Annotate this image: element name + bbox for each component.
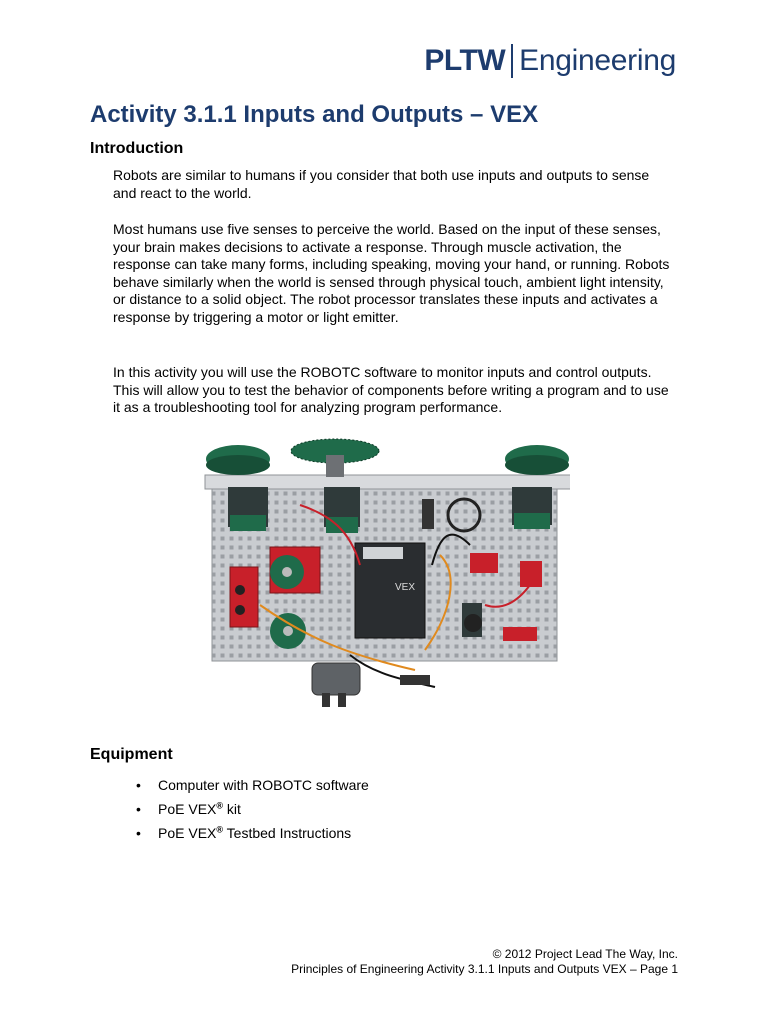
- footer-copyright: © 2012 Project Lead The Way, Inc.: [492, 947, 678, 961]
- list-item: • PoE VEX® Testbed Instructions: [136, 823, 369, 847]
- intro-paragraph-3: In this activity you will use the ROBOTC software to monitor inputs and control outputs. This will allow you to test the behavior of components before writing a program and to use it as a troubleshooting tool for analyzing program performance.: [113, 364, 669, 416]
- registered-mark: ®: [216, 824, 224, 835]
- intro-paragraph-1: Robots are similar to humans if you consider that both use inputs and outputs to sense and react to the world.: [113, 167, 650, 201]
- logo-brand: PLTW: [424, 44, 506, 77]
- registered-mark: ®: [216, 800, 224, 811]
- footer-course-line: Principles of Engineering Activity 3.1.1 Inputs and Outputs VEX – Page 1: [291, 962, 678, 976]
- page-title: Activity 3.1.1 Inputs and Outputs – VEX: [90, 101, 539, 128]
- logo-division: Engineering: [519, 44, 676, 77]
- introduction-heading: Introduction: [90, 140, 184, 157]
- equipment-heading: Equipment: [90, 746, 173, 763]
- list-item: • PoE VEX® kit: [136, 799, 369, 823]
- vex-testbed-photo: [200, 435, 570, 715]
- intro-paragraph-2: Most humans use five senses to perceive the world. Based on the input of these senses, your brain makes decisions to activate a response. Through muscle activation, the response can take many forms, including speaking, moving your hand, or running. Robots behave similarly when the world is sensed through physical touch, ambient light intensity, or distance to a solid object. The robot processor translates these inputs and activates a response by triggering a motor or light emitter.: [113, 221, 670, 325]
- pltw-engineering-logo: [424, 44, 676, 78]
- vex-controller-label: VEX: [395, 582, 416, 593]
- list-item: • Computer with ROBOTC software: [136, 775, 369, 799]
- equipment-list: [136, 775, 369, 847]
- logo-divider: [511, 44, 513, 78]
- page-footer: [291, 947, 678, 977]
